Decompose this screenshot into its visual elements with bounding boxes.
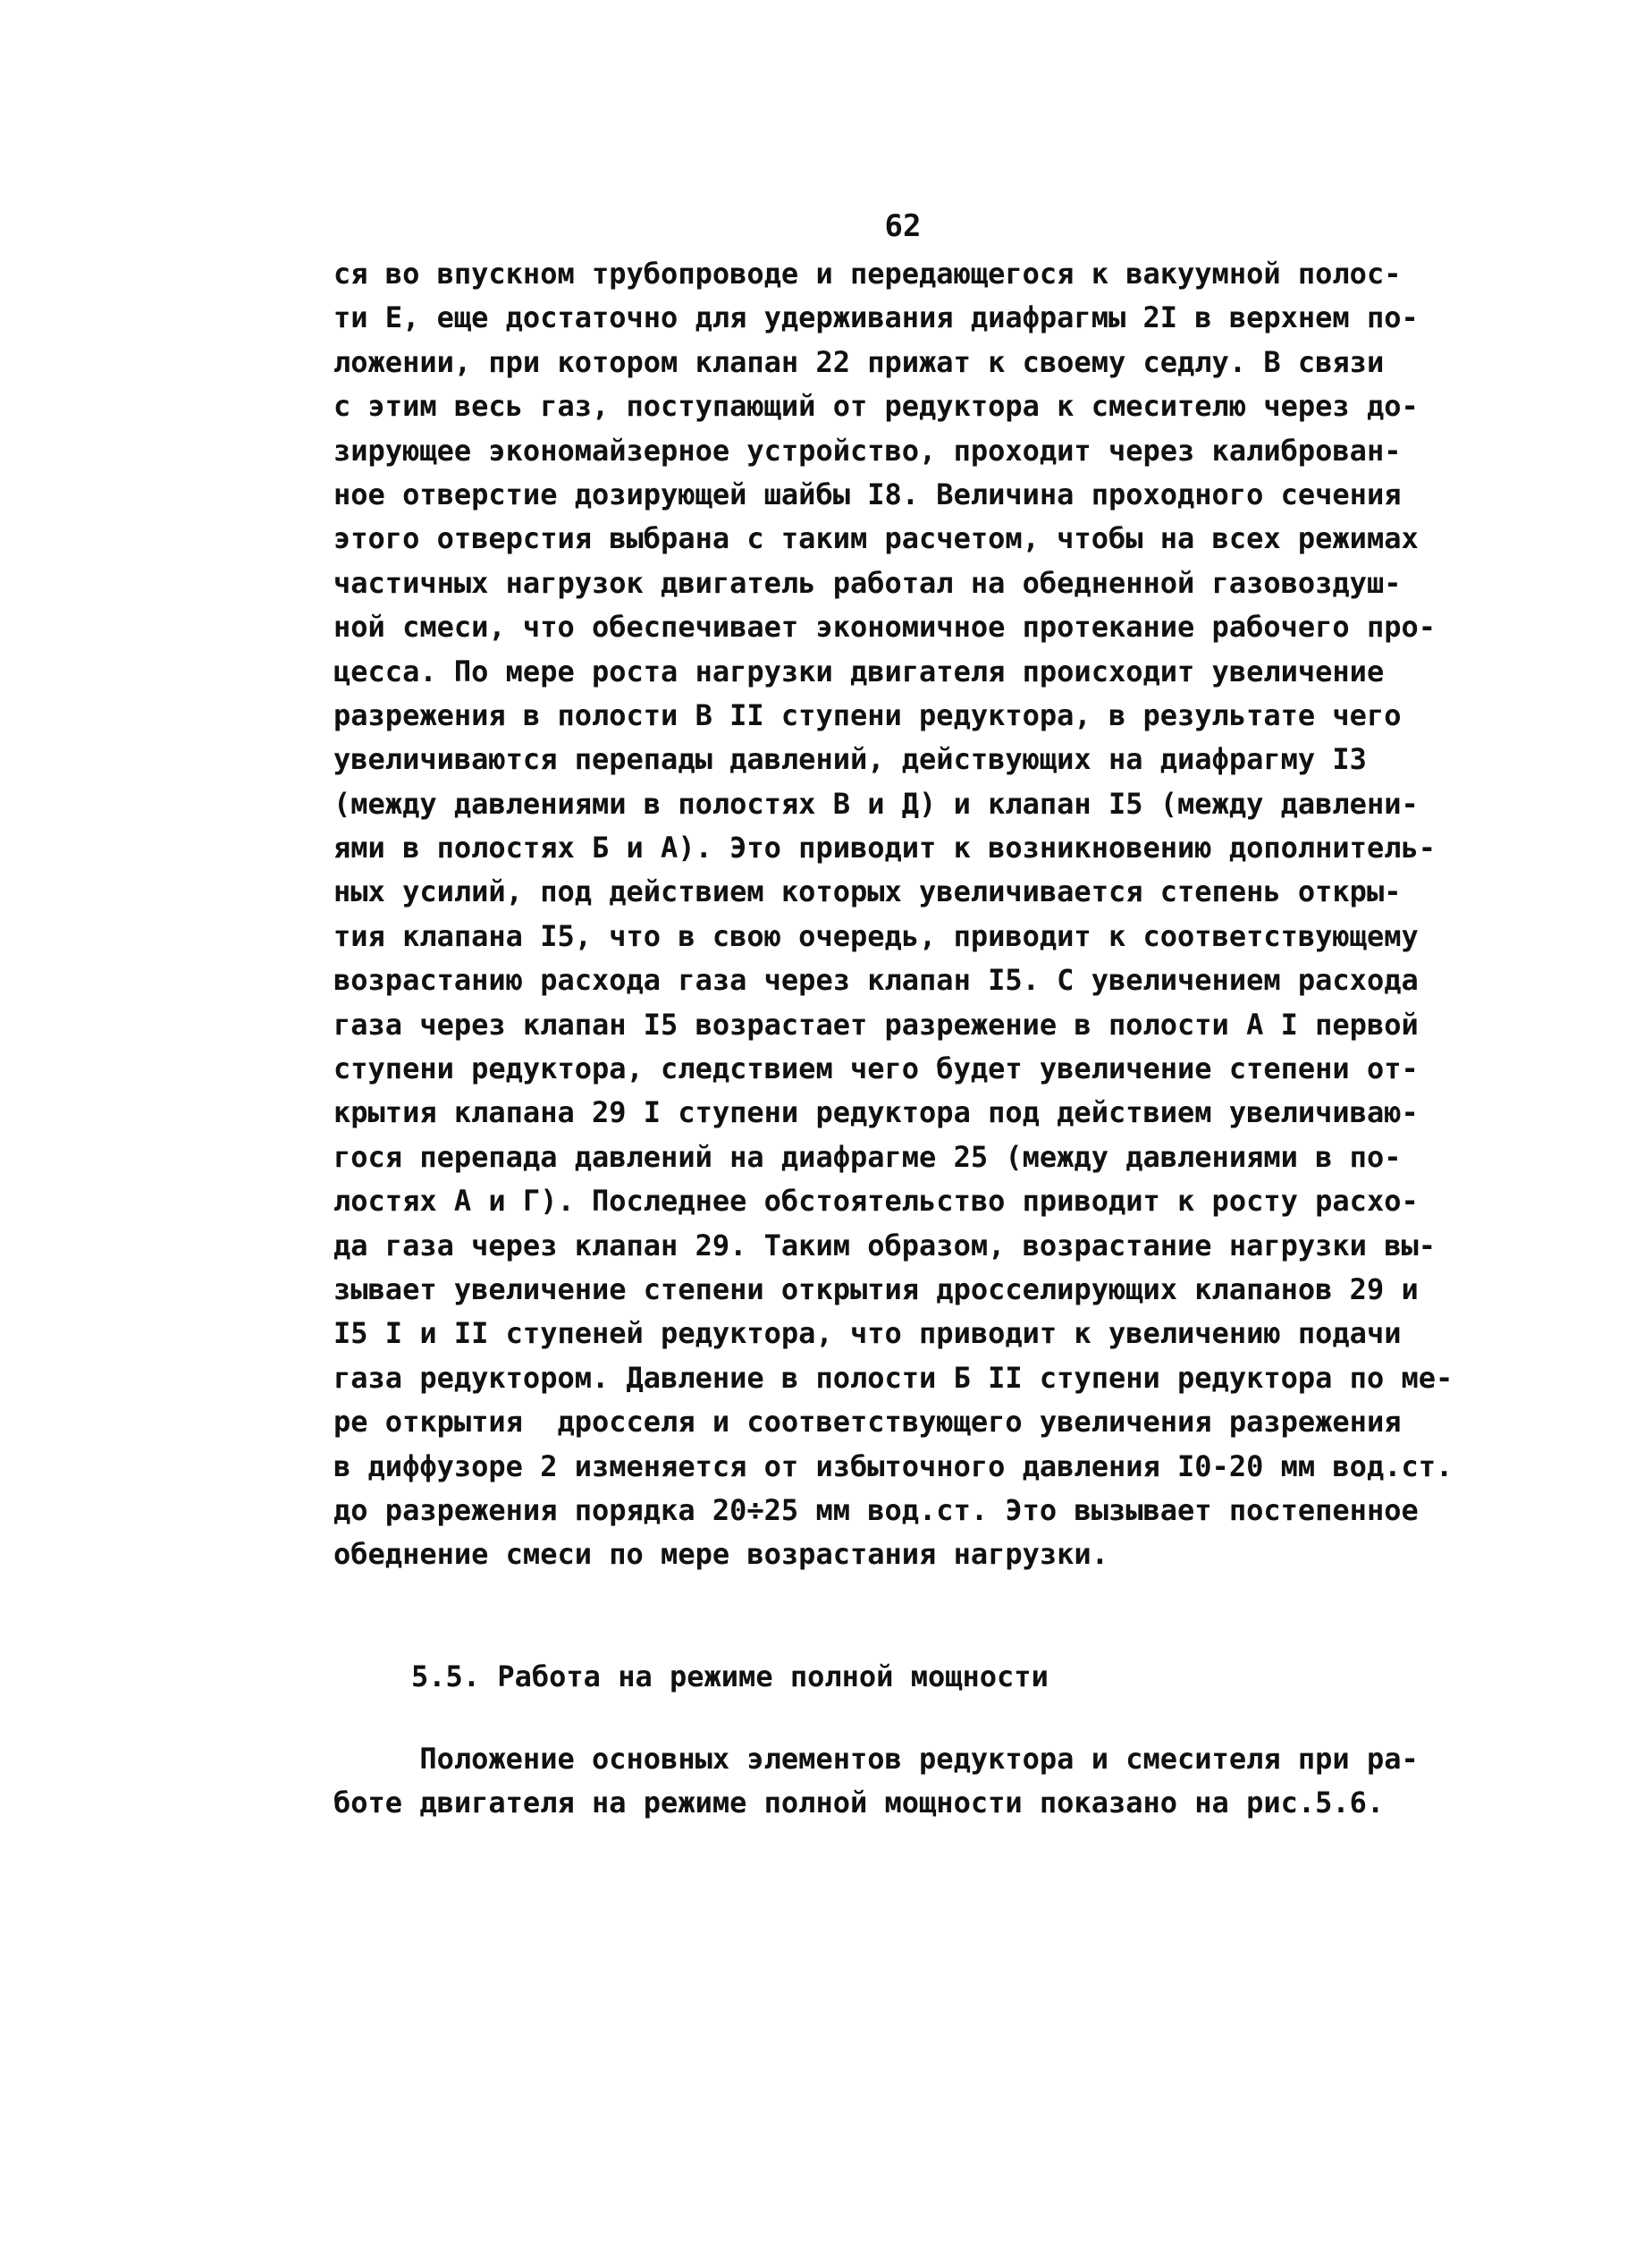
text-line: этого отверстия выбрана с таким расчетом, чтобы на всех режимах (333, 521, 1419, 556)
text-line: тия клапана I5, что в свою очередь, приводит к соответствующему (333, 918, 1419, 953)
text-line: возрастанию расхода газа через клапан I5. С увеличением расхода (333, 963, 1419, 998)
text-line: ное отверстие дозирующей шайбы I8. Величина проходного сечения (333, 477, 1402, 511)
text-line: боте двигателя на режиме полной мощности показано на рис.5.6. (333, 1786, 1385, 1820)
main-paragraph (333, 252, 1513, 1577)
text-line: цесса. По мере роста нагрузки двигателя происходит увеличение (333, 654, 1385, 688)
text-line: частичных нагрузок двигатель работал на обедненной газовоздуш- (333, 565, 1402, 600)
text-line: ся во впускном трубопроводе и передающегося к вакуумной полос- (333, 257, 1402, 291)
text-line: лостях А и Г). Последнее обстоятельство приводит к росту расхо- (333, 1184, 1419, 1219)
text-line: ти Е, еще достаточно для удерживания диафрагмы 2I в верхнем по- (333, 300, 1419, 335)
text-line: газа через клапан I5 возрастает разрежение в полости А I первой (333, 1007, 1419, 1042)
text-line: ями в полостях Б и А). Это приводит к возникновению дополнитель- (333, 831, 1436, 866)
text-line: зирующее экономайзерное устройство, проходит через калиброван- (333, 433, 1402, 468)
text-line: ной смеси, что обеспечивает экономичное протекание рабочего про- (333, 610, 1436, 645)
text-line: ных усилий, под действием которых увеличивается степень откры- (333, 874, 1402, 909)
text-line: до разрежения порядка 20÷25 мм вод.ст. Это вызывает постепенное (333, 1492, 1419, 1527)
text-line: зывает увеличение степени открытия дросселирующих клапанов 29 и (333, 1271, 1419, 1306)
section-heading: 5.5. Работа на режиме полной мощности (411, 1659, 1049, 1693)
text-line: ступени редуктора, следствием чего будет увеличение степени от- (333, 1051, 1419, 1086)
text-line: (между давлениями в полостях В и Д) и клапан I5 (между давлени- (333, 786, 1419, 821)
text-line: да газа через клапан 29. Таким образом, возрастание нагрузки вы- (333, 1228, 1436, 1262)
text-line: крытия клапана 29 I ступени редуктора под действием увеличиваю- (333, 1095, 1419, 1130)
text-line: гося перепада давлений на диафрагме 25 (между давлениями в по- (333, 1139, 1402, 1174)
text-line: с этим весь газ, поступающий от редуктора к смесителю через до- (333, 389, 1419, 424)
text-line: разрежения в полости В II ступени редуктора, в результате чего (333, 697, 1402, 732)
page-number: 62 (884, 208, 922, 244)
text-line: обеднение смеси по мере возрастания нагрузки. (333, 1537, 1108, 1572)
text-line: I5 I и II ступеней редуктора, что приводит к увеличению подачи (333, 1316, 1402, 1351)
text-line: газа редуктором. Давление в полости Б II ступени редуктора по ме- (333, 1360, 1454, 1395)
text-line: увеличиваются перепады давлений, действующих на диафрагму I3 (333, 742, 1367, 777)
text-line: ложении, при котором клапан 22 прижат к своему седлу. В связи (333, 344, 1385, 379)
text-line: Положение основных элементов редуктора и смесителя при ра- (333, 1742, 1419, 1776)
text-line: в диффузоре 2 изменяется от избыточного давления I0-20 мм вод.ст. (333, 1448, 1454, 1483)
section-paragraph (333, 1735, 1513, 1823)
text-line: ре открытия дросселя и соответствующего увеличения разрежения (333, 1405, 1402, 1440)
